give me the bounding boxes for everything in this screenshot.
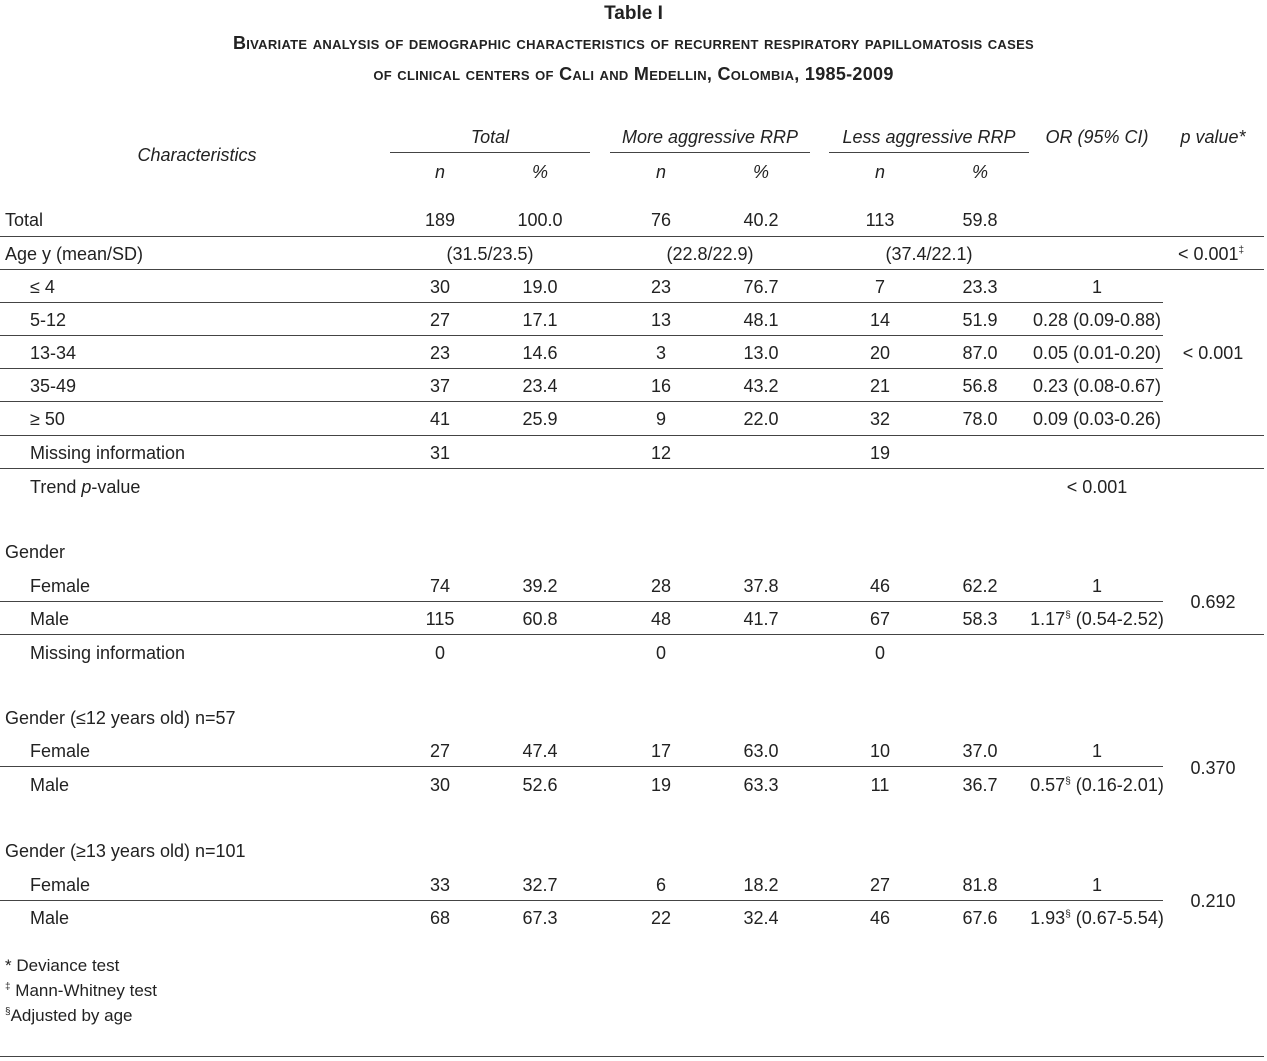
cell: 36.7 — [962, 775, 998, 795]
cell: 1 — [1091, 277, 1103, 297]
cell: 27 — [429, 310, 451, 330]
cell: 23 — [429, 343, 451, 363]
cell: 67 — [869, 609, 891, 629]
header-n: n — [434, 162, 446, 182]
cell: 32.7 — [522, 875, 558, 895]
row-rule — [0, 435, 1264, 436]
cell: 41 — [429, 409, 451, 429]
cell: 6 — [655, 875, 667, 895]
cell: 25.9 — [522, 409, 558, 429]
cell: 0 — [655, 643, 667, 663]
cell: (37.4/22.1) — [885, 244, 973, 264]
cell: 30 — [429, 277, 451, 297]
cell: 21 — [869, 376, 891, 396]
cell: 48.1 — [743, 310, 779, 330]
cell: 23.3 — [962, 277, 998, 297]
cell: 12 — [650, 443, 672, 463]
cell: 31 — [429, 443, 451, 463]
header-less-aggressive: Less aggressive RRP — [842, 127, 1016, 147]
cell: 32.4 — [743, 908, 779, 928]
cell-or: 0.57§ (0.16-2.01) — [1030, 775, 1164, 795]
cell: 1 — [1091, 576, 1103, 596]
row-label: 35-49 — [30, 376, 77, 396]
header-pct: % — [531, 162, 549, 182]
section-label: Gender — [5, 542, 66, 562]
cell: 46 — [869, 908, 891, 928]
cell: 19.0 — [522, 277, 558, 297]
footnote-mann-whitney: ‡ Mann-Whitney test — [5, 981, 158, 1000]
cell: 16 — [650, 376, 672, 396]
cell: 41.7 — [743, 609, 779, 629]
row-rule — [0, 601, 1163, 602]
cell: 23 — [650, 277, 672, 297]
row-rule — [0, 269, 1264, 270]
header-total: Total — [470, 127, 510, 147]
table-title-line1: Bivariate analysis of demographic characteristics of recurrent respiratory papillomatosis cases — [232, 33, 1035, 53]
cell: 37.0 — [962, 741, 998, 761]
cell: 32 — [869, 409, 891, 429]
row-label-trend: Trend p-value — [30, 477, 141, 497]
cell: 3 — [655, 343, 667, 363]
cell-or: 1.17§ (0.54-2.52) — [1030, 609, 1164, 629]
row-label: Male — [30, 908, 70, 928]
cell: 63.0 — [743, 741, 779, 761]
section-label: Gender (≥13 years old) n=101 — [5, 841, 246, 861]
cell: 19 — [869, 443, 891, 463]
cell: 48 — [650, 609, 672, 629]
cell: 189 — [424, 210, 456, 230]
pvalue-gender-older: 0.210 — [1190, 891, 1236, 911]
cell: 28 — [650, 576, 672, 596]
row-rule — [0, 401, 1163, 402]
cell: 0 — [874, 643, 886, 663]
cell: 23.4 — [522, 376, 558, 396]
cell: 58.3 — [962, 609, 998, 629]
header-n: n — [874, 162, 886, 182]
pvalue-age-groups: < 0.001 — [1182, 343, 1244, 363]
cell: 59.8 — [962, 210, 998, 230]
cell: 74 — [429, 576, 451, 596]
cell: 0.23 (0.08-0.67) — [1032, 376, 1162, 396]
row-rule — [0, 302, 1163, 303]
cell: 22.0 — [743, 409, 779, 429]
cell: 0.09 (0.03-0.26) — [1032, 409, 1162, 429]
row-label: Missing information — [30, 643, 186, 663]
cell: 100.0 — [517, 210, 563, 230]
header-rule-more — [610, 152, 810, 153]
cell: 37 — [429, 376, 451, 396]
header-rule-total — [390, 152, 590, 153]
cell: (22.8/22.9) — [666, 244, 754, 264]
row-label: Total — [5, 210, 44, 230]
cell: 52.6 — [522, 775, 558, 795]
cell: 0.28 (0.09-0.88) — [1032, 310, 1162, 330]
cell: 17.1 — [522, 310, 558, 330]
cell: 10 — [869, 741, 891, 761]
header-characteristics: Characteristics — [137, 145, 257, 165]
cell: 13 — [650, 310, 672, 330]
row-rule — [0, 368, 1163, 369]
header-rule-less — [829, 152, 1029, 153]
cell: < 0.001 — [1066, 477, 1128, 497]
header-or: OR (95% CI) — [1045, 127, 1149, 147]
row-label: Missing information — [30, 443, 186, 463]
cell: 63.3 — [743, 775, 779, 795]
row-label: ≥ 50 — [30, 409, 65, 429]
row-label: Age y (mean/SD) — [5, 244, 144, 264]
row-label: Male — [30, 775, 70, 795]
row-label: 5-12 — [30, 310, 67, 330]
row-label: Female — [30, 741, 91, 761]
cell: 9 — [655, 409, 667, 429]
row-rule — [0, 236, 1264, 237]
cell: 56.8 — [962, 376, 998, 396]
row-rule — [0, 335, 1163, 336]
cell: 76.7 — [743, 277, 779, 297]
cell: 20 — [869, 343, 891, 363]
header-more-aggressive: More aggressive RRP — [621, 127, 799, 147]
cell: 13.0 — [743, 343, 779, 363]
cell: 1 — [1091, 741, 1103, 761]
cell: 87.0 — [962, 343, 998, 363]
row-label: ≤ 4 — [30, 277, 55, 297]
row-rule — [0, 468, 1264, 469]
cell: 33 — [429, 875, 451, 895]
section-label: Gender (≤12 years old) n=57 — [5, 708, 236, 728]
cell: 30 — [429, 775, 451, 795]
cell: 78.0 — [962, 409, 998, 429]
cell: 113 — [865, 210, 895, 230]
cell: 76 — [650, 210, 672, 230]
cell: 27 — [429, 741, 451, 761]
cell: 14.6 — [522, 343, 558, 363]
cell: 68 — [429, 908, 451, 928]
cell: 1 — [1091, 875, 1103, 895]
cell: 39.2 — [522, 576, 558, 596]
row-label: Female — [30, 875, 91, 895]
cell: 115 — [425, 609, 455, 629]
cell: 60.8 — [522, 609, 558, 629]
row-label: Female — [30, 576, 91, 596]
cell: 51.9 — [962, 310, 998, 330]
cell: 27 — [869, 875, 891, 895]
header-pvalue: p value* — [1180, 127, 1246, 147]
cell: 37.8 — [743, 576, 779, 596]
cell: 14 — [869, 310, 891, 330]
header-pct: % — [752, 162, 770, 182]
table-title-line2: of clinical centers of Cali and Medellin, Colombia, 1985-2009 — [373, 64, 894, 84]
row-rule — [0, 766, 1163, 767]
cell: 7 — [874, 277, 886, 297]
pvalue-gender: 0.692 — [1190, 592, 1236, 612]
header-pct: % — [971, 162, 989, 182]
row-label: 13-34 — [30, 343, 77, 363]
cell: (31.5/23.5) — [446, 244, 534, 264]
row-label: Male — [30, 609, 70, 629]
cell: 47.4 — [522, 741, 558, 761]
row-rule — [0, 900, 1163, 901]
cell-or: 1.93§ (0.67-5.54) — [1030, 908, 1164, 928]
cell: 11 — [870, 775, 890, 795]
cell: 67.6 — [962, 908, 998, 928]
cell: 67.3 — [522, 908, 558, 928]
cell: 17 — [650, 741, 672, 761]
table-number: Table I — [604, 3, 663, 24]
footnote-adjusted: §Adjusted by age — [5, 1006, 133, 1025]
cell: 0 — [434, 643, 446, 663]
row-rule — [0, 634, 1264, 635]
footnote-deviance: * Deviance test — [5, 956, 120, 975]
pvalue-age: < 0.001‡ — [1177, 244, 1245, 264]
cell: 0.05 (0.01-0.20) — [1032, 343, 1162, 363]
cell: 43.2 — [743, 376, 779, 396]
cell: 40.2 — [743, 210, 779, 230]
cell: 22 — [650, 908, 672, 928]
header-n: n — [655, 162, 667, 182]
cell: 62.2 — [962, 576, 998, 596]
cell: 46 — [869, 576, 891, 596]
cell: 81.8 — [962, 875, 998, 895]
pvalue-gender-young: 0.370 — [1190, 758, 1236, 778]
bottom-rule — [0, 1056, 1264, 1057]
cell: 19 — [650, 775, 672, 795]
cell: 18.2 — [743, 875, 779, 895]
